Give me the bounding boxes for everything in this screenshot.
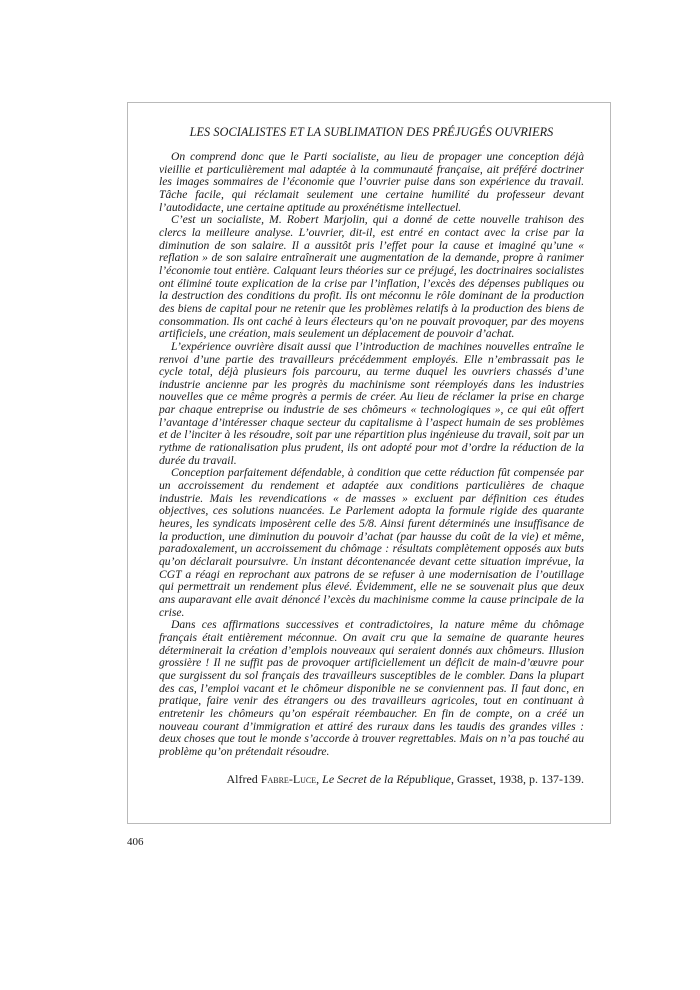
author-last-name: Fabre-Luce (260, 771, 317, 786)
citation-details: , Grasset, 1938, p. 137-139. (451, 771, 584, 786)
paragraph-5: Dans ces affirmations successives et contradictoires, la nature même du chômage français était entièrement méconnue. On avait cru que la semaine de quarante heures déterminerait la création d’emplois nouveaux qui seraient donnés aux chômeurs. Illusion grossière ! Il ne suffit pas de provoquer artificiellement un déficit de main-d’œuvre pour que surgissent du sol français des travailleurs susceptibles de le combler. Dans la plupart des cas, l’emploi vacant et le chômeur disponible ne se conviennent pas. Il faut donc, en pratique, faire venir des étrangers ou des travailleurs agricoles, tout en continuant à entretenir les chômeurs qu’on espérait réembaucher. En fin de compte, on a créé un nouveau courant d’immigration et attiré des ruraux dans les taudis des grandes villes : deux choses que tout le monde s’accorde à trouver regrettables. Mais on n’a pas touché au problème qu’on prétendait résoudre. (159, 618, 584, 758)
paragraph-3: L’expérience ouvrière disait aussi que l’introduction de machines nouvelles entraîne le renvoi d’une partie des travailleurs précédemment employés. Elle n’embrassait pas le cycle total, déjà plusieurs fois parcouru, au terme duquel les ouvriers chassés d’une industrie ancienne par les progrès du machinisme sont réemployés dans les industries nouvelles que ce même progrès a permis de créer. Au lieu de réclamer la prise en charge par chaque entreprise ou industrie de ses chômeurs « technologiques », ce qui eût offert l’avantage d’intéresser chaque secteur du capitalisme à l’aspect humain de ses problèmes et de l’inciter à les résoudre, soit par une répartition plus ingénieuse du travail, soit par un rythme de rationalisation plus prudent, ils ont adopté pour mot d’ordre la réduction de la durée du travail. (159, 339, 584, 467)
author-first-name: Alfred (226, 771, 258, 786)
book-title: Le Secret de la République (322, 771, 452, 786)
source-citation: Alfred Fabre-Luce, Le Secret de la République, Grasset, 1938, p. 137-139. (226, 771, 584, 786)
paragraph-2: C’est un socialiste, M. Robert Marjolin, qui a donné de cette nouvelle trahison des clercs la meilleure analyse. L’ouvrier, dit-il, est entré en contact avec la crise par la diminution de son salaire. Il a aussitôt pris l’effet pour la cause et imaginé qu’une « reflation » de son salaire entraînerait une augmentation de la demande, propre à ranimer l’économie tout entière. Calquant leurs théories sur ce préjugé, les doctrinaires socialistes ont éliminé toute explication de la crise par l’inflation, l’excès des dépenses publiques ou la destruction des conditions du profit. Ils ont méconnu le rôle dominant de la production des biens de capital pour ne retenir que les problèmes relatifs à la production des biens de consommation. Ils ont caché à leurs électeurs qu’on ne pouvait provoquer, par des moyens artificiels, une création, mais seulement un déplacement de pouvoir d’achat. (159, 213, 584, 341)
paragraph-4: Conception parfaitement défendable, à condition que cette réduction fût compensée par un accroissement du rendement et adaptée aux conditions particulières de chaque industrie. Mais les revendications « de masses » excluent par définition ces études objectives, ces solutions nuancées. Le Parlement adopta la formule rigide des quarante heures, les syndicats imposèrent celle des 5/8. Ainsi furent déterminés une insuffisance de la production, une diminution du pouvoir d’achat (par hausse du coût de la vie) et même, paradoxalement, un accroissement du chômage : résultats complètement opposés aux buts qu’on déclarait poursuivre. Un instant décontenancée devant cette situation imprévue, la CGT a réagi en reprochant aux patrons de se refuser à une modernisation de l’outillage qui permettrait un rendement plus élevé. Évidemment, elle ne se souvenait plus que deux ans auparavant elle avait dénoncé l’excès du machinisme comme la cause principale de la crise. (159, 466, 584, 619)
page-number: 406 (127, 836, 144, 848)
text-box (127, 102, 611, 824)
paragraph-1: On comprend donc que le Parti socialiste, au lieu de propager une conception déjà vieillie et particulièrement mal adaptée à la communauté française, ait préféré doctriner les images sommaires de l’économie que l’ouvrier puise dans son expérience du travail. Tâche facile, qui réclamait seulement une certaine humilité du professeur devant l’autodidacte, une certaine aptitude au proxénétisme intellectuel. (159, 150, 584, 214)
section-title: LES SOCIALISTES ET LA SUBLIMATION DES PRÉJUGÉS OUVRIERS (189, 125, 554, 139)
